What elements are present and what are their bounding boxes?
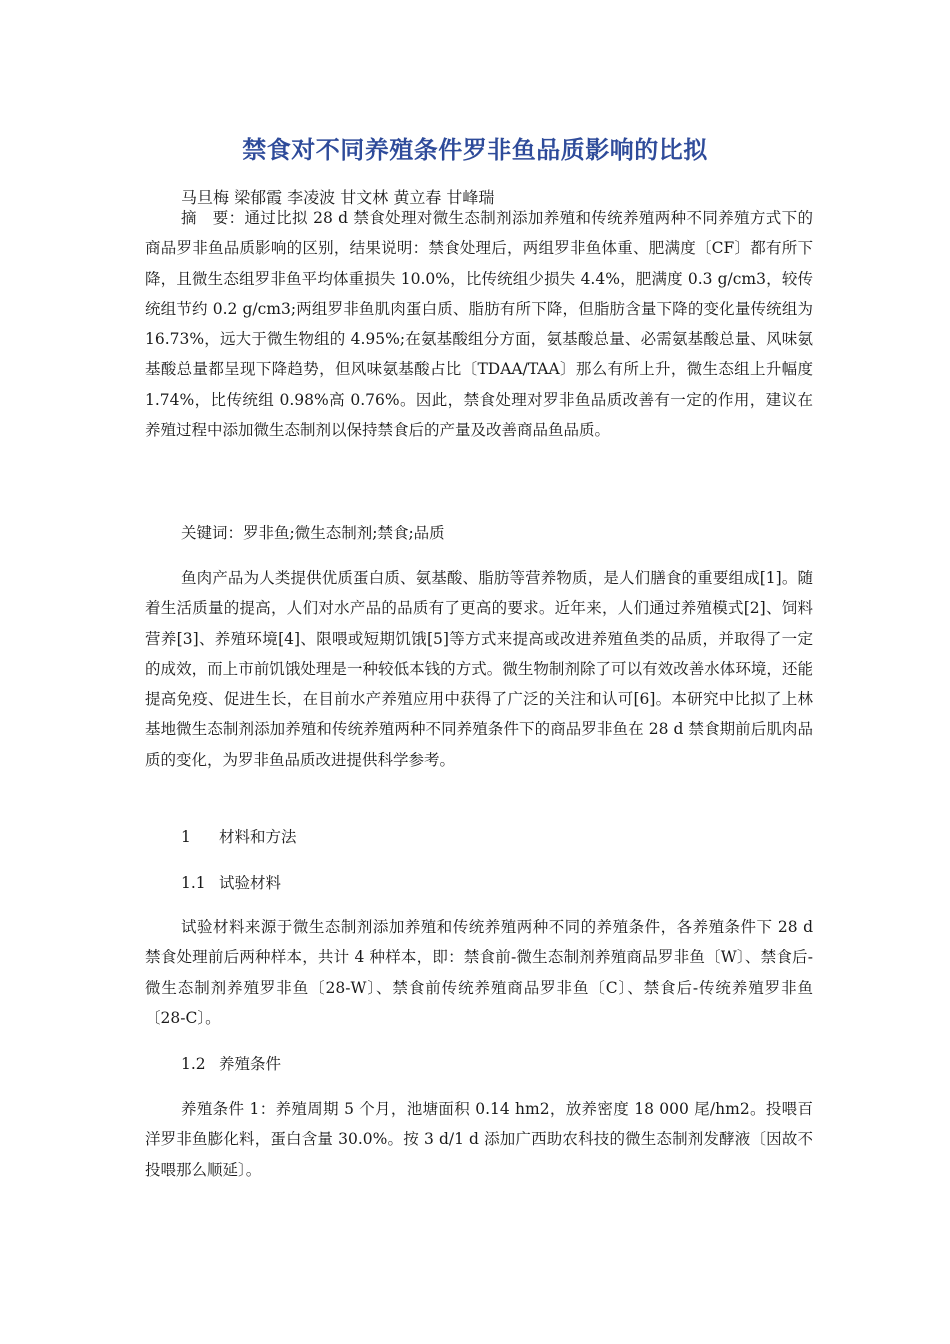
section-number: 1.2 (181, 1055, 206, 1073)
materials-paragraph: 试验材料来源于微生态制剂添加养殖和传统养殖两种不同的养殖条件，各养殖条件下 28 d 禁食处理前后两种样本，共计 4 种样本，即：禁食前-微生态制剂养殖商品罗非鱼〔W〕、禁食后-微生态制剂养殖罗非鱼〔28-W〕、禁食前传统养殖商品罗非鱼〔C〕、禁食后-传统养殖罗非鱼〔28-C〕。 (145, 918, 813, 1027)
author-list: 马旦梅 梁郁霞 李凌波 甘文林 黄立春 甘峰瑞 (181, 188, 495, 207)
introduction-paragraph: 鱼肉产品为人类提供优质蛋白质、氨基酸、脂肪等营养物质，是人们膳食的重要组成[1]。随着生活质量的提高，人们对水产品的品质有了更高的要求。近年来，人们通过养殖模式[2]、饲料营养[3]、养殖环境[4]、限喂或短期饥饿[5]等方式来提高或改进养殖鱼类的品质，并取得了一定的成效，而上市前饥饿处理是一种较低本钱的方式。微生物制剂除了可以有效改善水体环境，还能提高免疫、促进生长，在目前水产养殖应用中获得了广泛的关注和认可[6]。本研究中比拟了上林基地微生态制剂添加养殖和传统养殖两种不同养殖条件下的商品罗非鱼在 28 d 禁食期前后肌肉品质的变化，为罗非鱼品质改进提供科学参考。 (145, 569, 813, 769)
section-label: 材料和方法 (219, 828, 297, 846)
section-heading-1 (181, 823, 297, 851)
paper-title: 禁食对不同养殖条件罗非鱼品质影响的比拟 (242, 136, 708, 164)
section-number: 1 (181, 828, 191, 846)
abstract-paragraph: 摘 要：通过比拟 28 d 禁食处理对微生态制剂添加养殖和传统养殖两种不同养殖方式下的商品罗非鱼品质影响的区别，结果说明：禁食处理后，两组罗非鱼体重、肥满度〔CF〕都有所下降，且微生态组罗非鱼平均体重损失 10.0%，比传统组少损失 4.4%，肥满度 0.3 g/cm3，较传统组节约 0.2 g/cm3;两组罗非鱼肌肉蛋白质、脂肪有所下降，但脂肪含量下降的变化量传统组为 16.73%，远大于微生物组的 4.95%;在氨基酸组分方面，氨基酸总量、必需氨基酸总量、风味氨基酸总量都呈现下降趋势，但风味氨基酸占比〔TDAA/TAA〕那么有所上升，微生态组上升幅度 1.74%，比传统组 0.98%高 0.76%。因此，禁食处理对罗非鱼品质改善有一定的作用，建议在养殖过程中添加微生态制剂以保持禁食后的产量及改善商品鱼品质。 (145, 209, 813, 440)
conditions-paragraph: 养殖条件 1：养殖周期 5 个月，池塘面积 0.14 hm2，放养密度 18 000 尾/hm2。投喂百洋罗非鱼膨化料，蛋白含量 30.0%。按 3 d/1 d 添加广西助农科技的微生态制剂发酵液〔因故不投喂那么顺延〕。 (145, 1100, 813, 1179)
keywords-paragraph: 关键词：罗非鱼;微生态制剂;禁食;品质 (181, 524, 445, 542)
section-heading-1-2 (181, 1050, 281, 1078)
section-number: 1.1 (181, 874, 206, 892)
section-label: 养殖条件 (219, 1055, 282, 1073)
section-label: 试验材料 (219, 874, 282, 892)
section-heading-1-1 (181, 869, 281, 897)
